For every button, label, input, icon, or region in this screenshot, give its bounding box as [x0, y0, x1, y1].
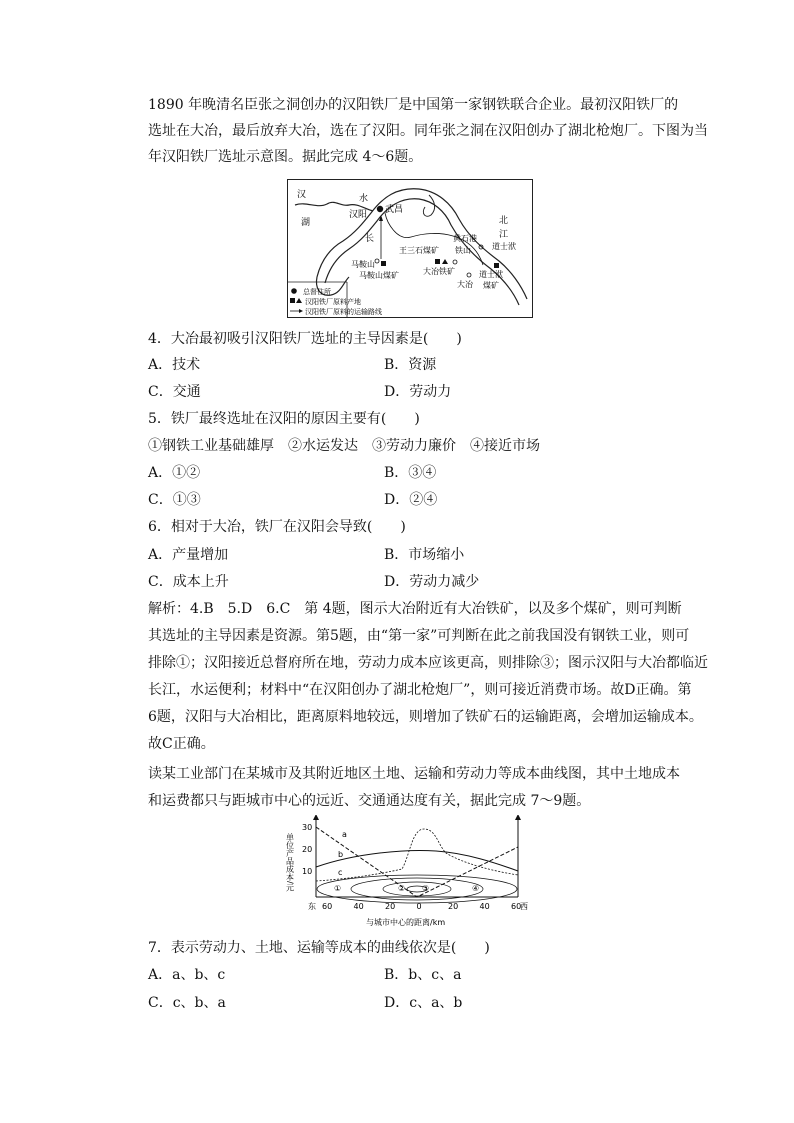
analysis-line4: 长江，水运便利；材料中“在汉阳创办了湖北枪炮厂”，则可接近消费市场。故D正确。第: [148, 682, 692, 698]
intro1-line2: 选址在大冶，最后放弃大冶，选在了汉阳。同年张之洞在汉阳创办了湖北枪炮厂。下图为当: [148, 123, 708, 139]
map-label-maanshan-coal: 马鞍山煤矿: [359, 271, 399, 280]
analysis-line5: 6题，汉阳与大冶相比，距离原料地较远，则增加了铁矿石的运输距离，会增加运输成本。: [148, 709, 703, 725]
x-tick-label: 20: [385, 902, 396, 911]
analysis-line1: 解析：4.B 5.D 6.C 第 4题，图示大冶附近有大冶铁矿，以及多个煤矿，则可判断: [148, 601, 682, 617]
q4-stem: 4．大冶最初吸引汉阳铁厂选址的主导因素是( ): [148, 331, 462, 347]
map-label-daoshifu-coal2: 煤矿: [483, 281, 499, 290]
q7-option-d[interactable]: D．c、a、b: [384, 995, 463, 1011]
chart-ylabel: 单位产品成本/元: [286, 833, 295, 892]
maanshan-coal-marker: [381, 261, 386, 266]
q4-option-c[interactable]: C．交通: [148, 384, 201, 400]
ring-label-2: ②: [398, 884, 406, 893]
q5-option-c[interactable]: C．①③: [148, 492, 201, 508]
map-label-bei: 北: [499, 216, 509, 226]
q6-option-d[interactable]: D．劳动力减少: [384, 574, 480, 590]
legend-material: 汉阳铁厂原料产地: [305, 298, 361, 306]
chart-xlabel: 与城市中心的距离/km: [366, 918, 446, 927]
q4-option-d[interactable]: D．劳动力: [384, 384, 452, 400]
ring-label-3: ③: [422, 884, 430, 893]
map-label-shui: 水: [359, 194, 369, 204]
wangsanshi-coal-marker: [435, 259, 440, 264]
cost-curve-chart: [286, 815, 530, 930]
q5-option-a[interactable]: A．①②: [148, 465, 201, 481]
q6-option-a[interactable]: A．产量增加: [148, 547, 229, 563]
legend-governor-icon: [291, 288, 297, 294]
q6-option-b[interactable]: B．市场缩小: [384, 547, 465, 563]
intro1-line1: 1890 年晚清名臣张之洞创办的汉阳铁厂是中国第一家钢铁联合企业。最初汉阳铁厂的: [148, 97, 679, 113]
map-label-hanyang: 汉阳: [349, 210, 368, 220]
x-ticks: [322, 902, 521, 911]
intro2-line2: 和运费都只与距城市中心的远近、交通通达度有关，据此完成 7～9题。: [148, 793, 591, 809]
map-label-daye: 大冶: [457, 280, 473, 289]
curve-label-b: b: [338, 850, 344, 859]
map-label-daoshifu-coal1: 道士洑: [479, 270, 503, 279]
q4-option-a[interactable]: A．技术: [148, 357, 201, 373]
map-label-maanshan: 马鞍山: [351, 260, 375, 269]
y-tick-label: 10: [302, 867, 313, 876]
map-label-wuchang: 武昌: [385, 205, 404, 215]
ring-label-4: ④: [472, 884, 480, 893]
analysis-line3: 排除①；汉阳接近总督府所在地，劳动力成本应该更高，则排除③；图示汉阳与大冶都临近: [148, 655, 708, 671]
ring-inner: [383, 882, 451, 896]
intro1-line3: 年汉阳铁厂选址示意图。据此完成 4～6题。: [148, 149, 423, 165]
map-label-jiang: 江: [499, 230, 509, 240]
ring-outer: [317, 875, 517, 903]
y-tick-label: 30: [302, 823, 313, 832]
map-label-han: 汉: [297, 190, 307, 200]
q6-stem: 6．相对于大冶，铁厂在汉阳会导致( ): [148, 519, 406, 535]
q7-option-a[interactable]: A．a、b、c: [148, 967, 226, 983]
map-label-wangsanshi: 王三石煤矿: [399, 246, 439, 255]
x-tick-label: 40: [353, 902, 364, 911]
q7-option-c[interactable]: C．c、b、a: [148, 995, 226, 1011]
governor-residence-marker: [377, 206, 383, 212]
x-label-west: 西: [520, 902, 528, 911]
x-tick-label: 0: [416, 902, 422, 911]
x-tick-label: 60: [511, 902, 522, 911]
legend-coal-icon: [290, 298, 295, 303]
y-tick-label: 20: [302, 845, 313, 854]
daoshifu-coal-marker: [494, 263, 499, 268]
x-tick-label: 60: [322, 902, 333, 911]
q6-option-c[interactable]: C．成本上升: [148, 574, 229, 590]
legend-route: 汉阳铁厂原料的运输路线: [305, 308, 382, 316]
q5-option-d[interactable]: D．②④: [384, 492, 438, 508]
map-label-daoshifu: 道士洑: [492, 242, 516, 251]
y-ticks: [302, 823, 312, 876]
q5-option-b[interactable]: B．③④: [384, 465, 437, 481]
analysis-line6: 故C正确。: [148, 736, 215, 752]
map-label-daye-iron: 大冶铁矿: [423, 267, 455, 276]
x-tick-label: 20: [448, 902, 459, 911]
intro2-line1: 读某工业部门在某城市及其附近地区土地、运输和劳动力等成本曲线图，其中土地成本: [148, 766, 680, 782]
x-label-east: 东: [308, 902, 316, 911]
legend-governor: 总督住所: [303, 288, 331, 296]
q7-option-b[interactable]: B．b、c、a: [384, 967, 462, 983]
q5-stem: 5．铁厂最终选址在汉阳的原因主要有( ): [148, 411, 420, 427]
map-label-hu: 湖: [301, 218, 311, 228]
curve-b: [316, 851, 518, 871]
q5-items: ①钢铁工业基础雄厚 ②水运发达 ③劳动力廉价 ④接近市场: [148, 438, 540, 454]
map-label-tieshan: 铁山: [455, 246, 471, 255]
map-label-huangshigang: 黄石港: [453, 234, 477, 243]
hanyang-site-map: [287, 179, 533, 318]
x-tick-label: 40: [479, 902, 490, 911]
ring-label-1: ①: [334, 884, 342, 893]
q4-option-b[interactable]: B．资源: [384, 357, 437, 373]
q7-stem: 7．表示劳动力、土地、运输等成本的曲线依次是( ): [148, 940, 490, 956]
map-label-chang: 长: [365, 234, 375, 244]
analysis-line2: 其选址的主导因素是资源。第5题，由“第一家”可判断在此之前我国没有钢铁工业，则可: [148, 628, 690, 644]
curve-label-c: c: [338, 868, 343, 877]
curve-label-a: a: [342, 830, 347, 839]
